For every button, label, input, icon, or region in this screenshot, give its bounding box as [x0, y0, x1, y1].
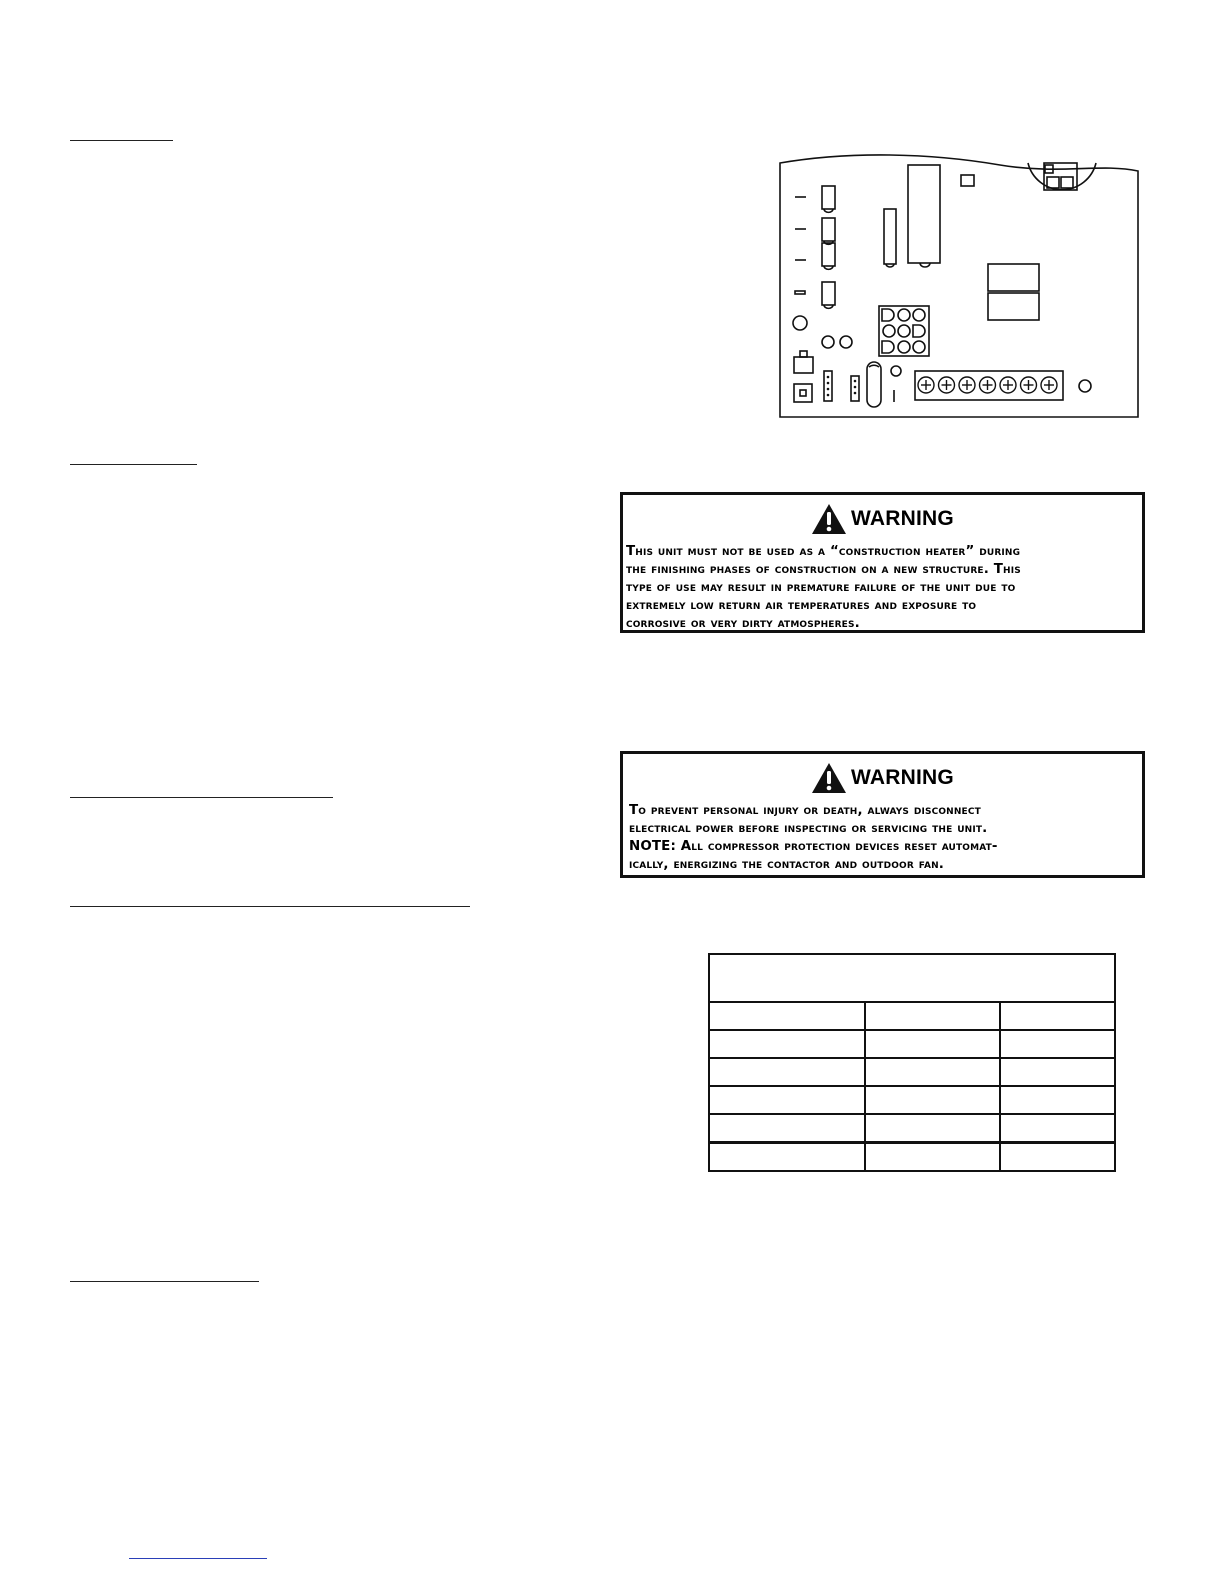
warning-title: WARNING: [851, 507, 954, 530]
table-title-cell: [709, 954, 1115, 1002]
warning-text: To prevent personal injury or death, always disconnect electrical power before inspecting or servicing the unit. NOTE: All compressor protection devices reset automat- ically, energizing the contactor and outdoor fan.: [629, 803, 998, 872]
table-row: [709, 1058, 1115, 1086]
footer-link-underline[interactable]: [129, 1558, 267, 1559]
control-board-diagram: [770, 145, 1145, 425]
exclamation-triangle-icon: [811, 762, 847, 794]
spec-table: [708, 953, 1116, 1172]
warning-header: [623, 762, 1142, 794]
table-row: [709, 1002, 1115, 1030]
table-row: [709, 1143, 1115, 1172]
table-row: [709, 1030, 1115, 1058]
exclamation-triangle-icon: [811, 503, 847, 535]
table-row: [709, 1114, 1115, 1143]
warning-title: WARNING: [851, 766, 954, 789]
section-heading-underline-3: [70, 797, 333, 798]
warning-text: This unit must not be used as a “construction heater” during the finishing phases of construction on a new structure. This type of use may result in premature failure of the unit due to extremely low return air temperatures and exposure to corrosive or very dirty atmospheres.: [626, 544, 1021, 631]
section-heading-underline-5: [70, 1281, 259, 1282]
warning-box-construction-heater: [620, 492, 1145, 633]
section-heading-underline-2: [70, 464, 197, 465]
section-heading-underline-4: [70, 906, 470, 907]
warning-box-disconnect-power: [620, 751, 1145, 878]
table-row: [709, 1086, 1115, 1114]
warning-header: [623, 503, 1142, 535]
section-heading-underline-1: [70, 140, 173, 141]
